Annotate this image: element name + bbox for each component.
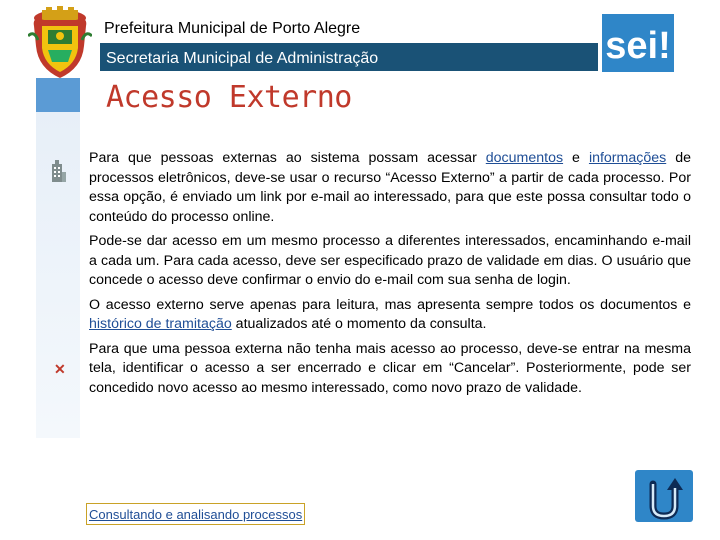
page-title: Acesso Externo: [106, 80, 352, 115]
historico-tramitacao-link[interactable]: histórico de tramitação: [89, 316, 232, 332]
header-secretariat-bar: Secretaria Municipal de Administração: [100, 43, 598, 71]
back-button[interactable]: [635, 470, 693, 522]
left-sidebar-band: [36, 78, 80, 438]
paragraph-4: Para que uma pessoa externa não tenha mais acesso ao processo, deve-se entrar na mesma tela, identificar o acesso a ser encerrado e clicar em “Cancelar”. Posteriormente, pode ser concedido novo acesso ao mesmo interessado, como novo prazo de validade.: [89, 340, 691, 396]
p1-text-c: de processos eletrônicos, deve-se usar o recurso “Acesso Externo” a partir de cada processo. Por essa opção, é enviado um link por e-mail ao interessado, para que este possa consultar todo o conteúdo do processo online.: [89, 150, 691, 225]
header-municipality: Prefeitura Municipal de Porto Alegre: [104, 20, 361, 37]
p3-text-b: atualizados até o momento da consulta.: [231, 316, 487, 332]
documentos-link[interactable]: documentos: [485, 150, 564, 166]
paragraph-1: [89, 149, 691, 227]
building-icon: [49, 160, 67, 182]
x-icon: ✕: [54, 361, 66, 377]
paragraph-2: Pode-se dar acesso em um mesmo processo a diferentes interessados, encaminhando e-mail a cada um. Para cada acesso, deve ser especificado prazo de validade em dias. O usuário que concede o acesso deve confirmar o envio do e-mail com sua senha de login.: [89, 233, 691, 288]
coat-of-arms-icon: [28, 6, 92, 80]
informacoes-link[interactable]: informações: [588, 150, 667, 166]
p3-text-a: O acesso externo serve apenas para leitura, mas apresenta sempre todos os documentos e: [89, 296, 691, 313]
consultando-processos-link[interactable]: Consultando e analisando processos: [86, 503, 305, 525]
sei-logo-text: sei!: [605, 25, 671, 67]
u-turn-back-icon: [635, 470, 693, 522]
sei-logo: [602, 14, 674, 72]
p1-text-a: Para que pessoas externas ao sistema possam acessar: [89, 150, 486, 166]
p1-text-b: e: [563, 150, 589, 166]
paragraph-3: [89, 296, 691, 335]
content-body: [89, 149, 691, 403]
